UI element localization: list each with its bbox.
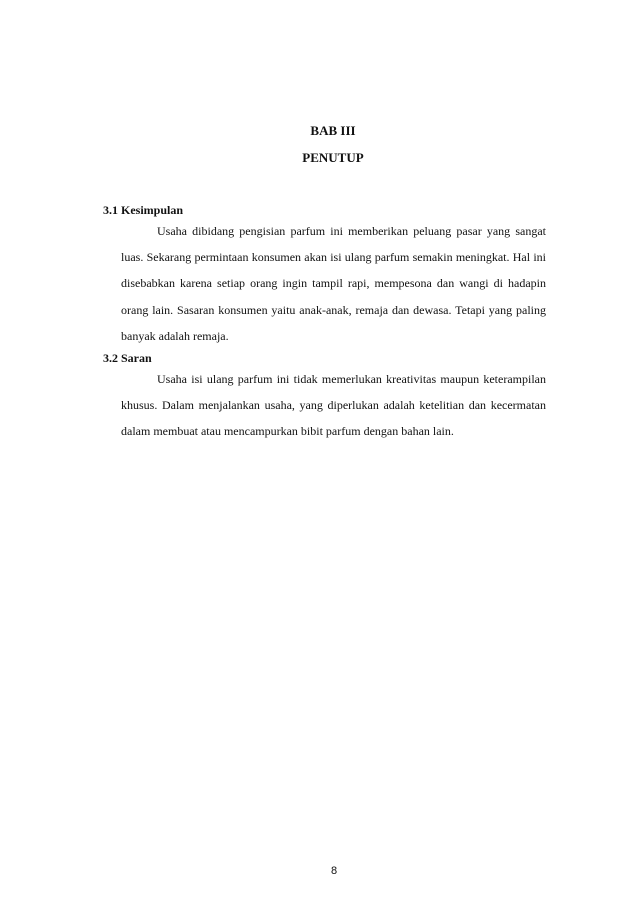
section-paragraph-kesimpulan bbox=[121, 218, 546, 349]
chapter-title: PENUTUP bbox=[302, 150, 364, 165]
chapter-label: BAB III bbox=[310, 123, 356, 138]
paragraph-text: Usaha dibidang pengisian parfum ini memberikan peluang pasar yang sangat luas. Sekarang permintaan konsumen akan isi ulang parfum semakin meningkat. Hal ini disebabkan karena setiap orang ingin tampil rapi, mempesona dan wangi di hadapin orang lain. Sasaran konsumen yaitu anak-anak, remaja dan dewasa. Tetapi yang paling banyak adalah remaja. bbox=[121, 224, 546, 343]
section-heading-kesimpulan: 3.1 Kesimpulan bbox=[103, 203, 184, 217]
section-heading-saran: 3.2 Saran bbox=[103, 351, 152, 365]
paragraph-text: Usaha isi ulang parfum ini tidak memerlukan kreativitas maupun keterampilan khusus. Dalam menjalankan usaha, yang diperlukan adalah ketelitian dan kecermatan dalam membuat atau mencampurkan bibit parfum dengan bahan lain. bbox=[121, 372, 546, 439]
page-number: 8 bbox=[330, 865, 338, 877]
section-paragraph-saran bbox=[121, 366, 546, 445]
